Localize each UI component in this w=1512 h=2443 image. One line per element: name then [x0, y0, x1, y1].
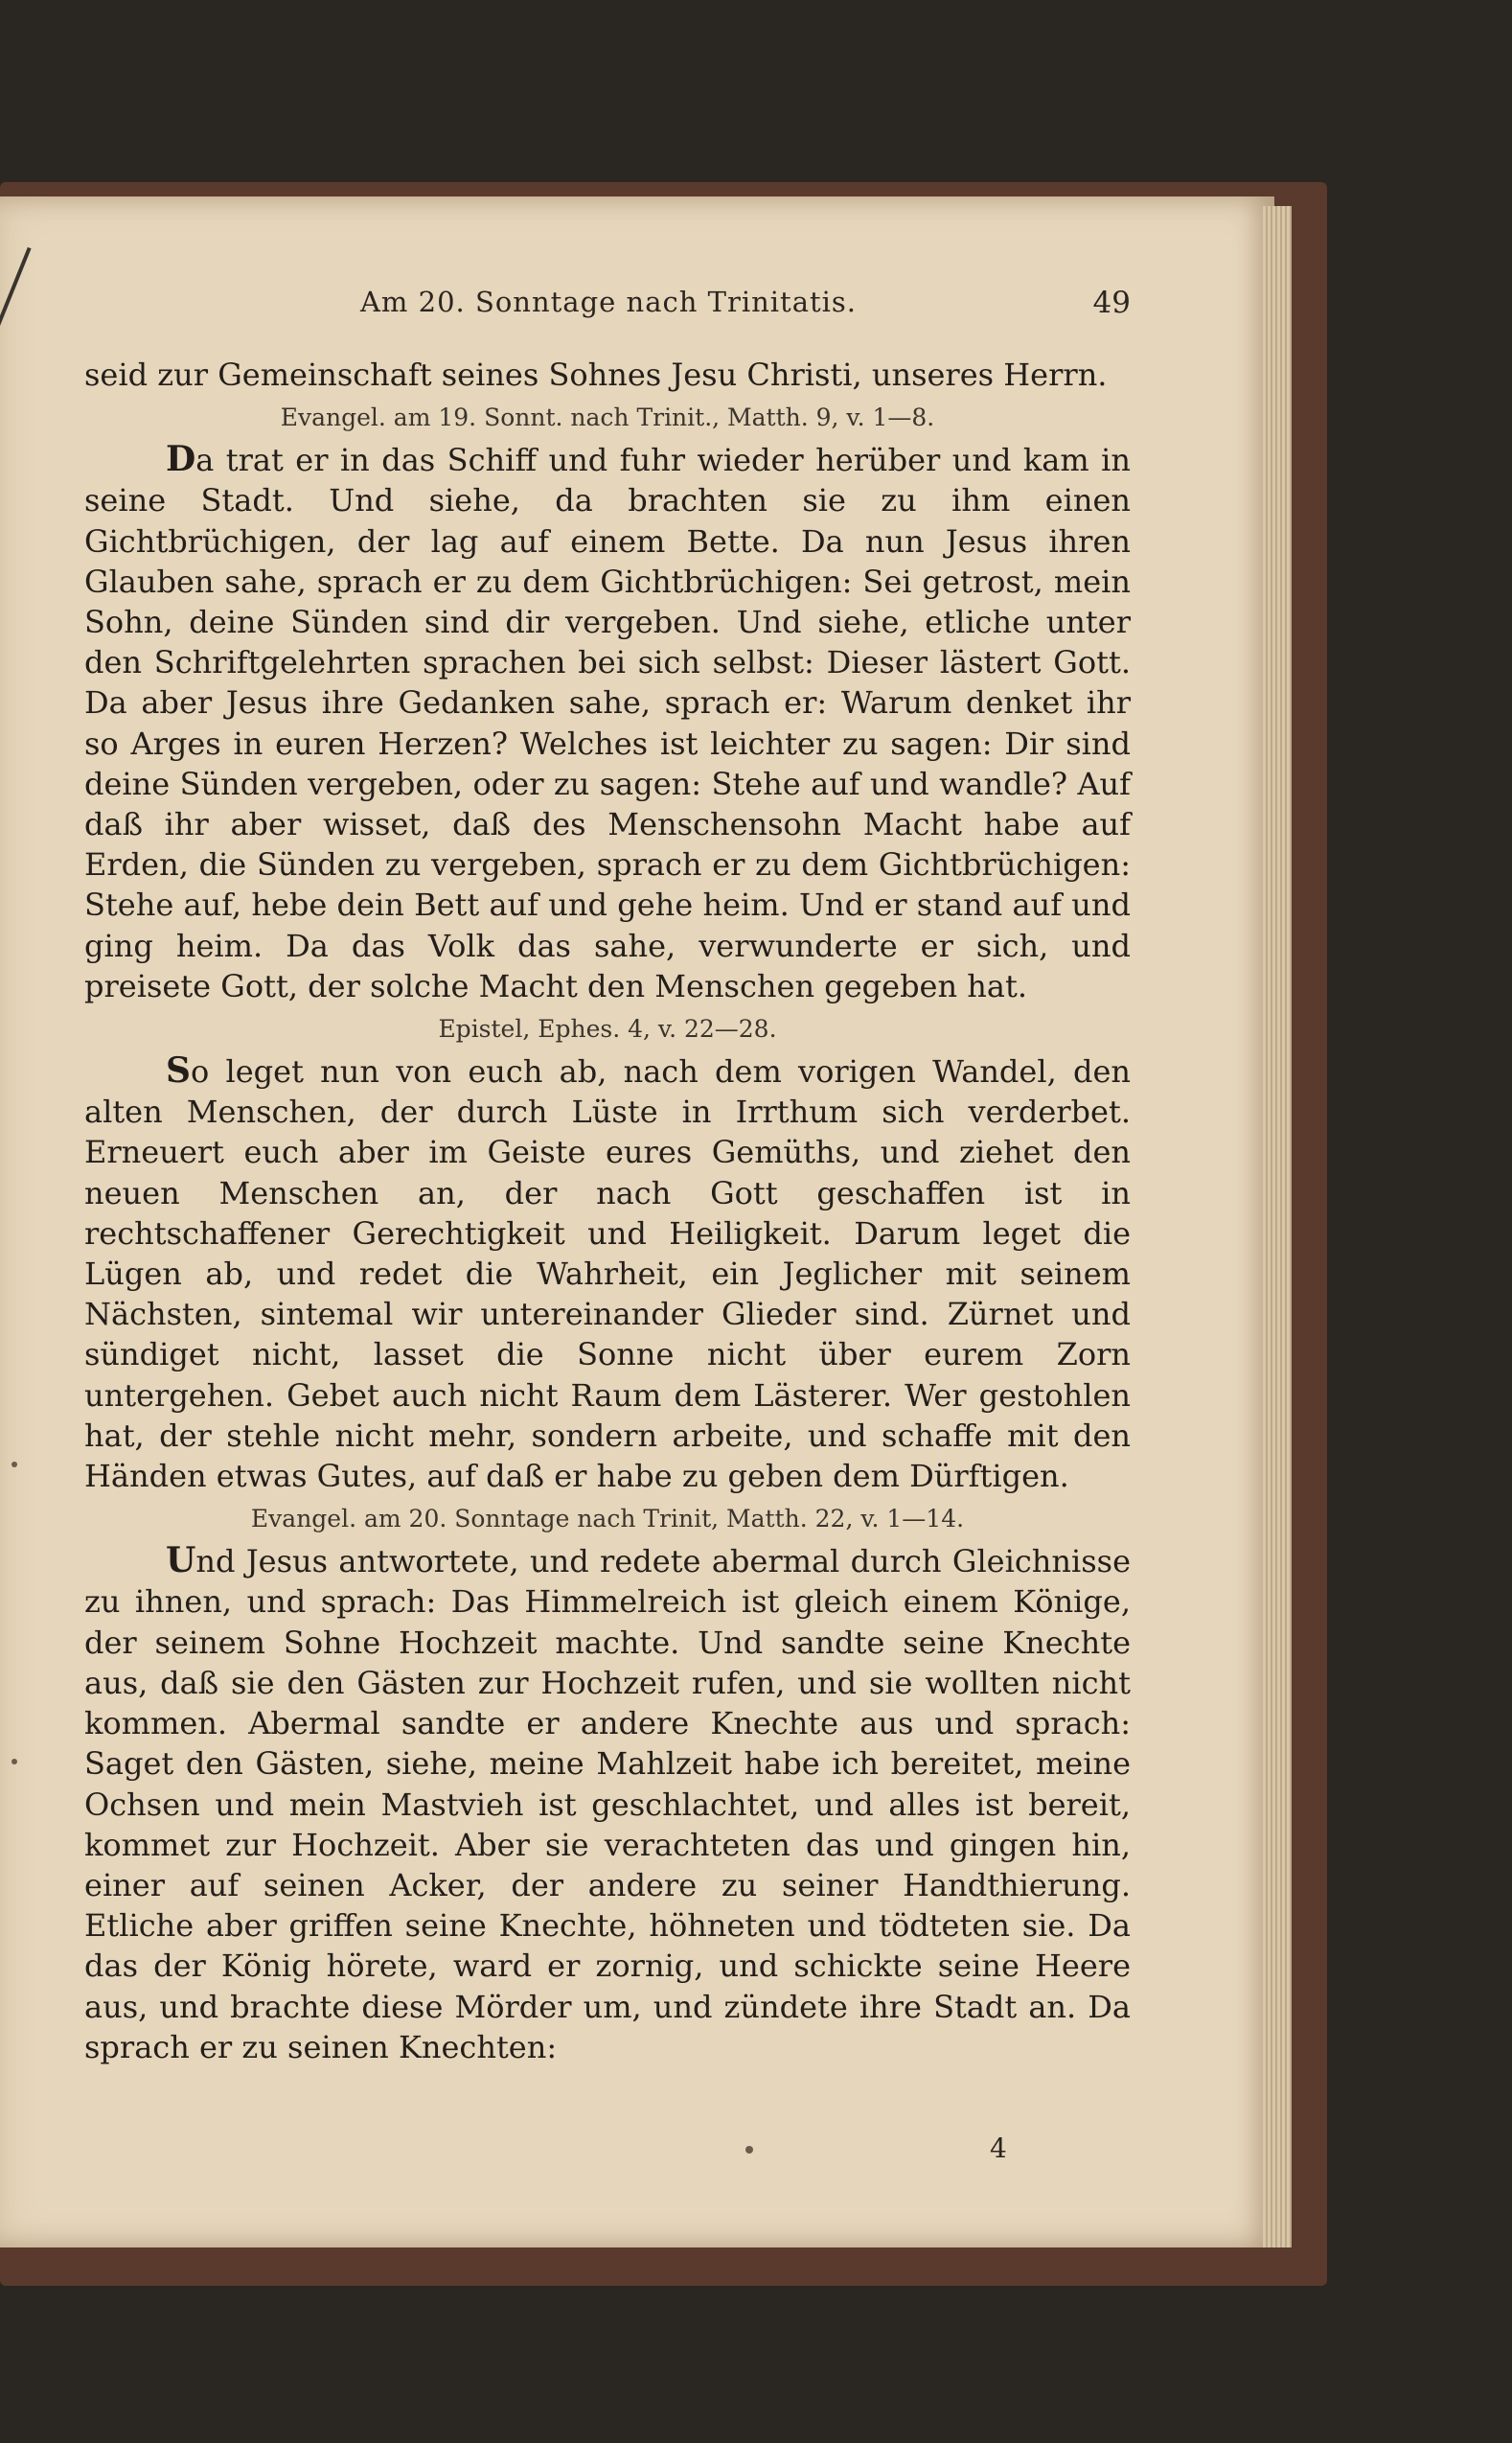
gospel-20-text: nd Jesus antwortete, und redete abermal durch Gleichnisse zu ihnen, und sprach: Das Himmelreich ist gleich einem Könige, der seinem Sohne Hochzeit machte. Und sandte seine Knechte aus, daß sie den Gästen zur Hochzeit rufen, und sie wollten nicht kommen. Abermal sandte er andere Knechte aus und sprach: Saget den Gästen, siehe, meine Mahlzeit habe ich bereitet, meine Ochsen und mein Mastvieh ist geschlachtet, und alles ist bereit, kommet zur Hochzeit. Aber sie verachteten das und gingen hin, einer auf seinen Acker, der andere zu seiner Handthierung. Etliche aber griffen seine Knechte, höhneten und tödteten sie. Da das der König hörete, ward er zornig, und schickte seine Heere aus, und brachte diese Mörder um, und zündete ihre Stadt an. Da sprach er zu seinen Knechten:	[84, 1543, 1131, 2065]
gospel-19-initial: D	[166, 439, 196, 480]
body-text	[84, 355, 1131, 2067]
gospel-20-paragraph	[84, 1540, 1131, 2067]
gospel-19-text: a trat er in das Schiff und fuhr wieder herüber und kam in seine Stadt. Und siehe, da brachten sie zu ihm einen Gichtbrüchigen, der lag auf einem Bette. Da nun Jesus ihren Glauben sahe, sprach er zu dem Gichtbrüchigen: Sei getrost, mein Sohn, deine Sünden sind dir vergeben. Und siehe, etliche unter den Schriftgelehrten sprachen bei sich selbst: Dieser lästert Gott. Da aber Jesus ihre Gedanken sahe, sprach er: Warum denket ihr so Arges in euren Herzen? Welches ist leichter zu sagen: Dir sind deine Sünden vergeben, oder zu sagen: Stehe auf und wandle? Auf daß ihr aber wisset, daß des Menschensohn Macht habe auf Erden, die Sünden zu vergeben, sprach er zu dem Gichtbrüchigen: Stehe auf, hebe dein Bett auf und gehe heim. Und er stand auf und ging heim. Da das Volk das sahe, verwunderte er sich, und preisete Gott, der solche Macht den Menschen gegeben hat.	[84, 442, 1131, 1004]
epistle-paragraph	[84, 1050, 1131, 1496]
epistle-text: o leget nun von euch ab, nach dem vorigen Wandel, den alten Menschen, der durch Lüste in Irrthum sich verderbet. Erneuert euch aber im Geiste eures Gemüths, und ziehet den neuen Menschen an, der nach Gott geschaffen ist in rechtschaffener Gerechtigkeit und Heiligkeit. Darum leget die Lügen ab, und redet die Wahrheit, ein Jeglicher mit seinem Nächsten, sintemal wir untereinander Glieder sind. Zürnet und sündiget nicht, lasset die Sonne nicht über eurem Zorn untergehen. Gebet auch nicht Raum dem Lästerer. Wer gestohlen hat, der stehle nicht mehr, sondern arbeite, und schaffe mit den Händen etwas Gutes, auf daß er habe zu geben dem Dürftigen.	[84, 1053, 1131, 1495]
page-footer	[84, 2132, 1131, 2171]
page-number: 49	[1092, 286, 1131, 320]
page-edges	[1263, 206, 1292, 2247]
gospel-20-caption: Evangel. am 20. Sonntage nach Trinit, Matth. 22, v. 1—14.	[250, 1505, 965, 1533]
gospel-19-paragraph	[84, 439, 1131, 1006]
epistle-initial: S	[166, 1050, 191, 1092]
running-head: Am 20. Sonntage nach Trinitatis.	[359, 286, 858, 318]
margin-dot	[11, 1759, 17, 1764]
gospel-20-initial: U	[166, 1540, 196, 1581]
page-header	[86, 286, 1131, 334]
opening-paragraph: seid zur Gemeinschaft seines Sohnes Jesu Christi, unseres Herrn.	[84, 357, 1108, 393]
epistle-caption: Epistel, Ephes. 4, v. 22—28.	[438, 1015, 777, 1044]
signature-mark: 4	[990, 2132, 1007, 2164]
ink-dot	[745, 2146, 753, 2154]
gospel-19-caption: Evangel. am 19. Sonnt. nach Trinit., Matth. 9, v. 1—8.	[280, 403, 935, 432]
margin-dot	[11, 1462, 17, 1467]
